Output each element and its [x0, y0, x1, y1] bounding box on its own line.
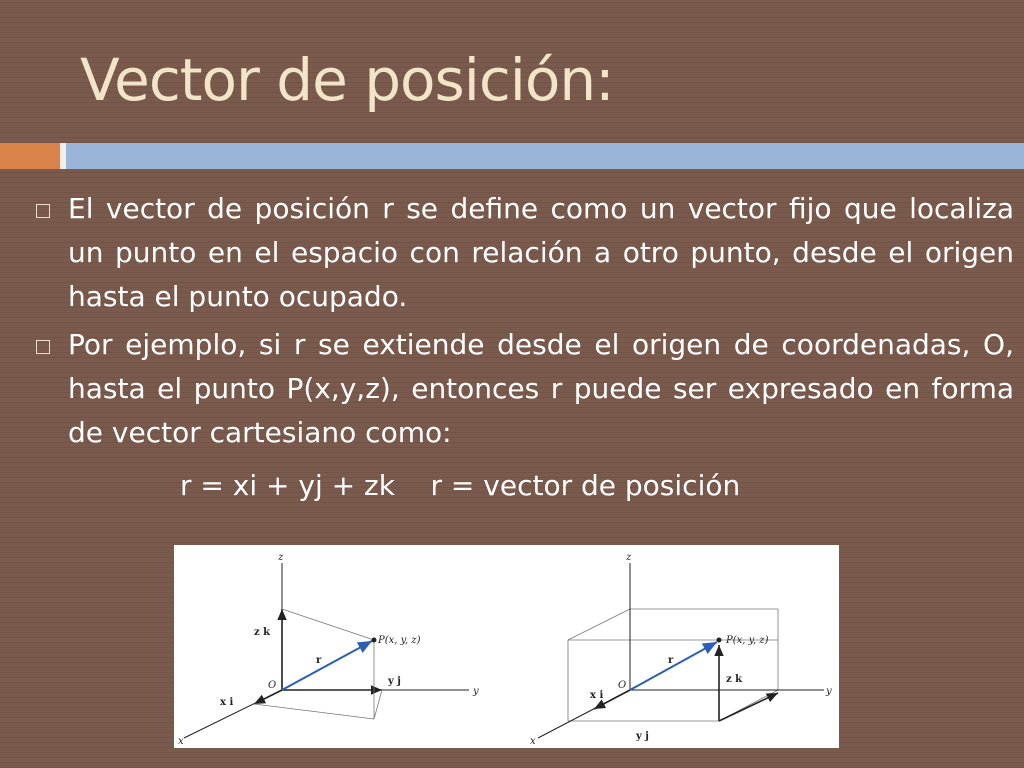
box-edge — [568, 609, 630, 640]
left-diagram — [178, 552, 479, 747]
r-vector — [282, 641, 372, 690]
point-p — [372, 638, 377, 643]
square-bullet-icon — [36, 204, 50, 218]
point-p — [717, 638, 722, 643]
slide-title: Vector de posición: — [80, 46, 614, 114]
yj-vector — [719, 693, 778, 721]
x-axis-label: x — [178, 736, 184, 747]
construction-line — [254, 704, 374, 719]
right-diagram — [530, 552, 832, 747]
r-label: r — [668, 655, 674, 666]
bullet-text: El vector de posición r se define como un vector fijo que localiza un punto en el espacio con relación a otro punto, desde el origen hasta el punto ocupado. — [68, 192, 1014, 313]
position-vector-figure — [174, 545, 839, 748]
yj-label: y j — [636, 731, 649, 742]
bullet-item — [36, 187, 1014, 319]
r-label: r — [316, 655, 322, 666]
y-axis-label: y — [473, 686, 479, 697]
bullet-item — [36, 323, 1014, 455]
position-vector-formula: r = xi + yj + zk r = vector de posición — [180, 469, 741, 502]
bullet-text: Por ejemplo, si r se extiende desde el origen de coordenadas, O, hasta el punto P(x,y,z), entonces r puede ser expresado en forma de vector cartesiano como: — [68, 328, 1014, 449]
square-bullet-icon — [36, 340, 50, 354]
xi-label: x i — [220, 697, 234, 708]
zk-label: z k — [254, 627, 271, 638]
yj-label: y j — [388, 676, 401, 687]
y-axis-label: y — [826, 686, 832, 697]
xi-label: x i — [590, 690, 604, 701]
point-label: P(x, y, z) — [378, 635, 421, 646]
z-axis-label: z — [626, 552, 632, 563]
bullet-list — [36, 187, 1014, 459]
zk-label: z k — [726, 674, 743, 685]
accent-bar-blue — [66, 143, 1024, 169]
origin-label: O — [618, 680, 627, 691]
r-vector — [630, 642, 717, 690]
accent-bar-orange — [0, 143, 60, 169]
x-axis-label: x — [530, 736, 536, 747]
construction-line — [374, 690, 382, 719]
point-label: P(x, y, z) — [726, 635, 769, 646]
construction-line — [282, 609, 374, 640]
z-axis-label: z — [278, 552, 284, 563]
origin-label: O — [268, 680, 277, 691]
xi-vector — [254, 690, 282, 704]
